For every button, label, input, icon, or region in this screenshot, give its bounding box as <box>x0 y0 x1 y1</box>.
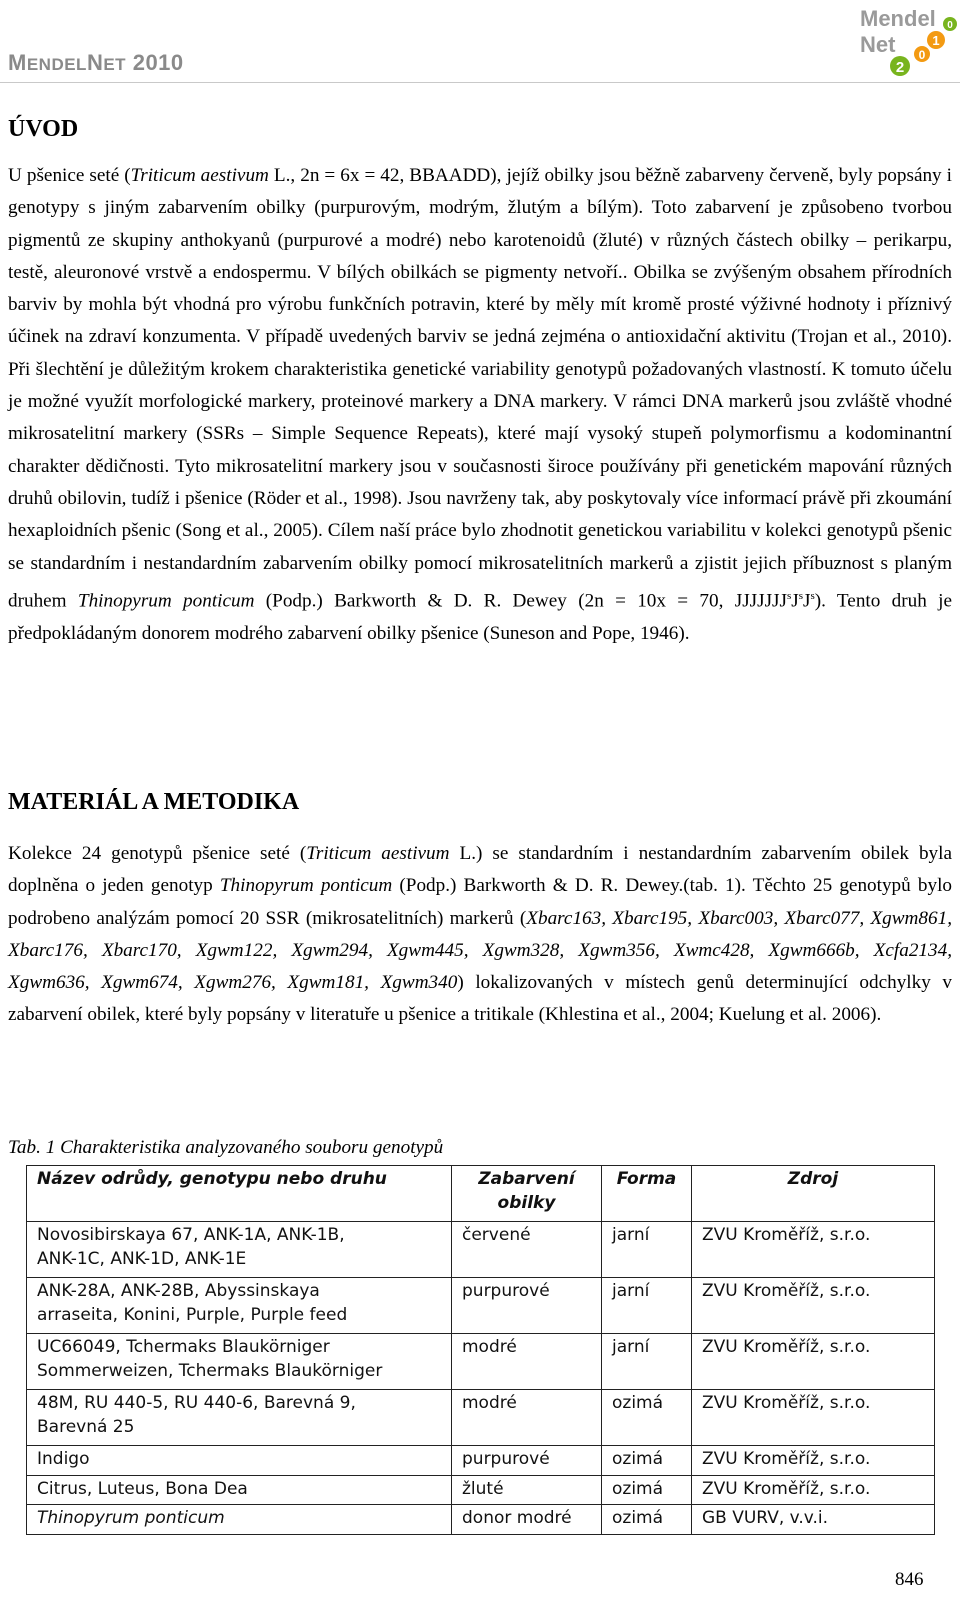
cell-name: UC66049, Tchermaks Blaukörniger Sommerweizen, Tchermaks Blaukörniger <box>27 1334 452 1390</box>
table-row <box>27 1446 935 1476</box>
section-heading-intro: ÚVOD <box>8 116 79 142</box>
table-row <box>27 1334 935 1390</box>
cell-form: ozimá <box>602 1446 692 1476</box>
cell-source: ZVU Kroměříž, s.r.o. <box>692 1475 935 1505</box>
header-brand <box>8 50 184 76</box>
cell-color: červené <box>452 1222 602 1278</box>
cell-color: žluté <box>452 1475 602 1505</box>
cell-name: Indigo <box>27 1446 452 1476</box>
table-row <box>27 1278 935 1334</box>
cell-form: jarní <box>602 1278 692 1334</box>
cell-form: jarní <box>602 1334 692 1390</box>
cell-name: Citrus, Luteus, Bona Dea <box>27 1475 452 1505</box>
cell-source: ZVU Kroměříž, s.r.o. <box>692 1334 935 1390</box>
brand-text: ENDEL <box>26 55 87 74</box>
brand-year: 2010 <box>132 50 184 75</box>
cell-source: ZVU Kroměříž, s.r.o. <box>692 1446 935 1476</box>
cell-source: ZVU Kroměříž, s.r.o. <box>692 1390 935 1446</box>
cell-name: Novosibirskaya 67, ANK-1A, ANK-1B, ANK-1C, ANK-1D, ANK-1E <box>27 1222 452 1278</box>
logo-digit-2: 2 <box>895 59 905 76</box>
page-number: 846 <box>895 1569 924 1590</box>
methods-paragraph: Kolekce 24 genotypů pšenice seté (Triticum aestivum L.) se standardním i nestandardním zabarvením obilek byla doplněna o jeden genotyp Thinopyrum ponticum (Podp.) Barkworth & D. R. Dewey.(tab. 1). Těchto 25 genotypů bylo podrobeno analýzám pomocí 20 SSR (mikrosatelitních) markerů (Xbarc163, Xbarc195, Xbarc003, Xbarc077, Xgwm861, Xbarc176, Xbarc170, Xgwm122, Xgwm294, Xgwm445, Xgwm328, Xgwm356, Xwmc428, Xgwm666b, Xcfa2134, Xgwm636, Xgwm674, Xgwm276, Xgwm181, Xgwm340) lokalizovaných v místech genů determinující odchylky v zabarvení obilek, které byly popsány v literatuře u pšenice a tritikale (Khlestina et al., 2004; Kuelung et al. 2006). <box>8 843 953 1026</box>
cell-color: purpurové <box>452 1446 602 1476</box>
cell-source: ZVU Kroměříž, s.r.o. <box>692 1222 935 1278</box>
brand-text: ET <box>103 55 127 74</box>
cell-color: donor modré <box>452 1505 602 1535</box>
cell-source: GB VURV, v.v.i. <box>692 1505 935 1535</box>
table-header-row <box>27 1166 935 1222</box>
brand-letter: M <box>8 50 27 75</box>
logo-line2: Net <box>860 32 896 57</box>
cell-source: ZVU Kroměříž, s.r.o. <box>692 1278 935 1334</box>
cell-name: 48M, RU 440-5, RU 440-6, Barevná 9, Barevná 25 <box>27 1390 452 1446</box>
col-header-source: Zdroj <box>692 1166 935 1222</box>
col-header-color: Zabarvení obilky <box>452 1166 602 1222</box>
cell-form: jarní <box>602 1222 692 1278</box>
cell-form: ozimá <box>602 1475 692 1505</box>
table-caption: Tab. 1 Charakteristika analyzovaného souboru genotypů <box>8 1137 444 1158</box>
col-header-form: Forma <box>602 1166 692 1222</box>
intro-paragraph: U pšenice seté (Triticum aestivum L., 2n = 6x = 42, BBAADD), jejíž obilky jsou běžně zabarveny červeně, byly popsány i genotypy s jiným zabarvením obilky (purpurovým, modrým, žlutým a bílým). Toto zabarvení je způsobeno tvorbou pigmentů ze skupiny anthokyanů (purpurové a modré) nebo karotenoidů (žluté) v různých částech obilky – perikarpu, testě, aleuronové vrstvě a endospermu. V bílých obilkách se pigmenty netvoří.. Obilka se zvýšeným obsahem přírodních barviv by mohla být vhodná pro výrobu funkčních potravin, které by měly mít kromě prosté výživné hodnoty i příznivý účinek na zdraví konzumenta. V případě uvedených barviv se jedná zejména o antioxidační aktivitu (Trojan et al., 2010). Při šlechtění je důležitým krokem charakteristika genetické variability genotypů požadovaných vlastností. K tomuto účelu je možné využít morfologické markery, proteinové markery a DNA markery. V rámci DNA markerů jsou zvláště vhodné mikrosatelitní markery (SSRs – Simple Sequence Repeats), které mají vysoký stupeň polymorfismu a kodominantní charakter dědičnosti. Tyto mikrosatelitní markery jsou v současnosti široce používány při genetickém mapování různých druhů obilovin, tudíž i pšenice (Röder et al., 1998). Jsou navrženy tak, aby poskytovaly více informací právě při zkoumání hexaploidních pšenic (Song et al., 2005). Cílem naší práce bylo zhodnotit genetickou variabilitu v kolekci genotypů pšenic se standardním i nestandardním zabarvením obilky pomocí mikrosatelitních markerů a zjistit jejich příbuznost s planým druhem Thinopyrum ponticum (Podp.) Barkworth & D. R. Dewey (2n = 10x = 70, $JJJJJJJ^sJ^sJ^s$). Tento druh je předpokládaným donorem modrého zabarvení obilky pšenice (Suneson and Pope, 1946). <box>8 165 952 644</box>
genotype-table <box>26 1165 935 1535</box>
cell-color: modré <box>452 1390 602 1446</box>
cell-color: purpurové <box>452 1278 602 1334</box>
section-heading-methods: MATERIÁL A METODIKA <box>8 789 300 815</box>
table-row <box>27 1505 935 1535</box>
cell-form: ozimá <box>602 1390 692 1446</box>
logo-digit-0a: 0 <box>947 20 953 31</box>
table-row <box>27 1475 935 1505</box>
cell-name: Thinopyrum ponticum <box>27 1505 452 1535</box>
table-row <box>27 1390 935 1446</box>
logo-line1: Mendel <box>860 6 936 31</box>
cell-name: ANK-28A, ANK-28B, Abyssinskaya arraseita, Konini, Purple, Purple feed <box>27 1278 452 1334</box>
logo-digit-1: 1 <box>932 33 940 48</box>
header-divider <box>0 82 960 83</box>
logo-digit-0b: 0 <box>918 48 926 62</box>
cell-color: modré <box>452 1334 602 1390</box>
col-header-name: Název odrůdy, genotypu nebo druhu <box>27 1166 452 1222</box>
table-row <box>27 1222 935 1278</box>
brand-letter: N <box>86 50 104 75</box>
mendelnet-logo <box>858 2 958 80</box>
cell-form: ozimá <box>602 1505 692 1535</box>
